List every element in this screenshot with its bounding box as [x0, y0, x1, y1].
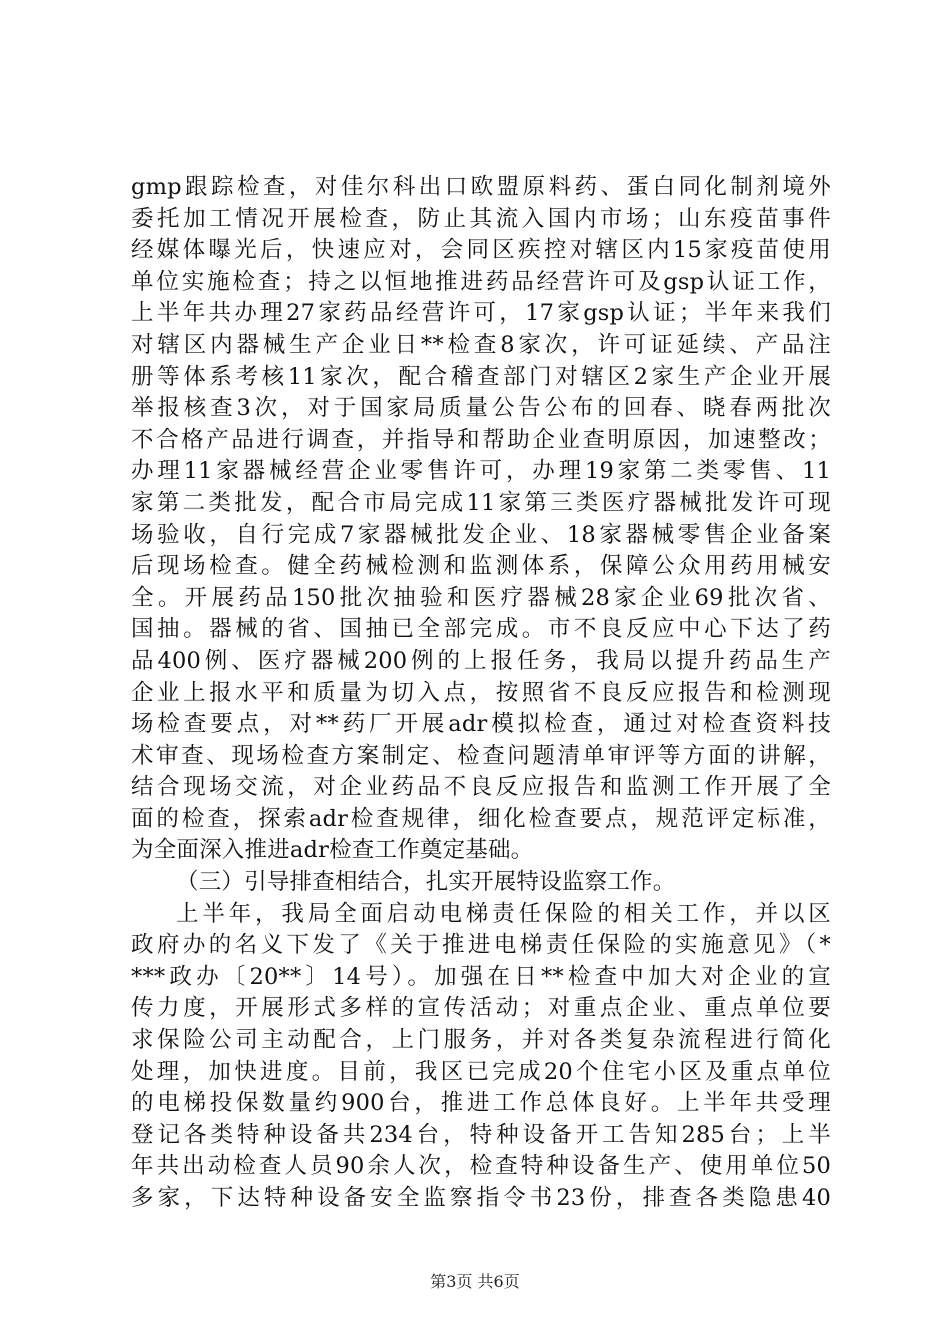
- text-line: 处理，加快进度。目前，我区已完成20个住宅小区及重点单位: [131, 1058, 831, 1085]
- text-line: 术审查、现场检查方案制定、检查问题清单审评等方面的讲解，: [131, 742, 831, 769]
- paragraph-start-line: 上半年，我局全面启动电梯责任保险的相关工作，并以区: [176, 900, 831, 927]
- paragraph-end-line: 为全面深入推进adr检查工作奠定基础。: [131, 837, 534, 864]
- text-line: 册等体系考核11家次，配合稽查部门对辖区2家生产企业开展: [131, 363, 831, 390]
- body-text: [131, 172, 831, 1215]
- text-line: 场验收，自行完成7家器械批发企业、18家器械零售企业备案: [131, 521, 831, 548]
- text-line: 家第二类批发，配合市局完成11家第三类医疗器械批发许可现: [131, 489, 831, 516]
- text-line: 企业上报水平和质量为切入点，按照省不良反应报告和检测现: [131, 679, 831, 706]
- text-line: ***政办〔20**〕14号）。加强在日**检查中加大对企业的宣: [131, 963, 831, 990]
- section-heading: （三）引导排查相结合，扎实开展特设监察工作。: [176, 869, 676, 896]
- text-line: 结合现场交流，对企业药品不良反应报告和监测工作开展了全: [131, 774, 831, 801]
- text-line: 经媒体曝光后，快速应对，会同区疾控对辖区内15家疫苗使用: [131, 237, 831, 264]
- text-line: 品400例、医疗器械200例的上报任务，我局以提升药品生产: [131, 647, 831, 674]
- text-line: 举报核查3次，对于国家局质量公告公布的回春、晓春两批次: [131, 395, 831, 422]
- page-number-footer: 第3页 共6页: [430, 1272, 520, 1291]
- text-line: 办理11家器械经营企业零售许可，办理19家第二类零售、11: [131, 458, 831, 485]
- text-line: 传力度，开展形式多样的宣传活动；对重点企业、重点单位要: [131, 995, 831, 1022]
- text-line: 面的检查，探索adr检查规律，细化检查要点，规范评定标准，: [131, 805, 831, 832]
- text-line: 上半年共办理27家药品经营许可，17家gsp认证；半年来我们: [131, 300, 831, 327]
- text-line: 求保险公司主动配合，上门服务，并对各类复杂流程进行简化: [131, 1027, 831, 1054]
- text-line: 不合格产品进行调查，并指导和帮助企业查明原因，加速整改；: [131, 426, 831, 453]
- text-line: 登记各类特种设备共234台，特种设备开工告知285台；上半: [131, 1121, 831, 1148]
- text-line: 全。开展药品150批次抽验和医疗器械28家企业69批次省、: [131, 584, 831, 611]
- text-line: 的电梯投保数量约900台，推进工作总体良好。上半年共受理: [131, 1090, 831, 1117]
- text-line: 年共出动检查人员90余人次，检查特种设备生产、使用单位50: [131, 1153, 831, 1180]
- text-line: 多家，下达特种设备安全监察指令书23份，排查各类隐患40: [131, 1185, 831, 1211]
- text-line: 单位实施检查；持之以恒地推进药品经营许可及gsp认证工作，: [131, 268, 831, 295]
- text-line: gmp跟踪检查，对佳尔科出口欧盟原料药、蛋白同化制剂境外: [131, 174, 831, 200]
- text-line: 委托加工情况开展检查，防止其流入国内市场；山东疫苗事件: [131, 205, 831, 232]
- text-line: 国抽。器械的省、国抽已全部完成。市不良反应中心下达了药: [131, 616, 831, 643]
- text-line: 后现场检查。健全药械检测和监测体系，保障公众用药用械安: [131, 553, 831, 580]
- text-line: 对辖区内器械生产企业日**检查8家次，许可证延续、产品注: [131, 331, 831, 358]
- text-line: 场检查要点，对**药厂开展adr模拟检查，通过对检查资料技: [131, 711, 831, 738]
- text-line: 政府办的名义下发了《关于推进电梯责任保险的实施意见》（*: [131, 932, 831, 959]
